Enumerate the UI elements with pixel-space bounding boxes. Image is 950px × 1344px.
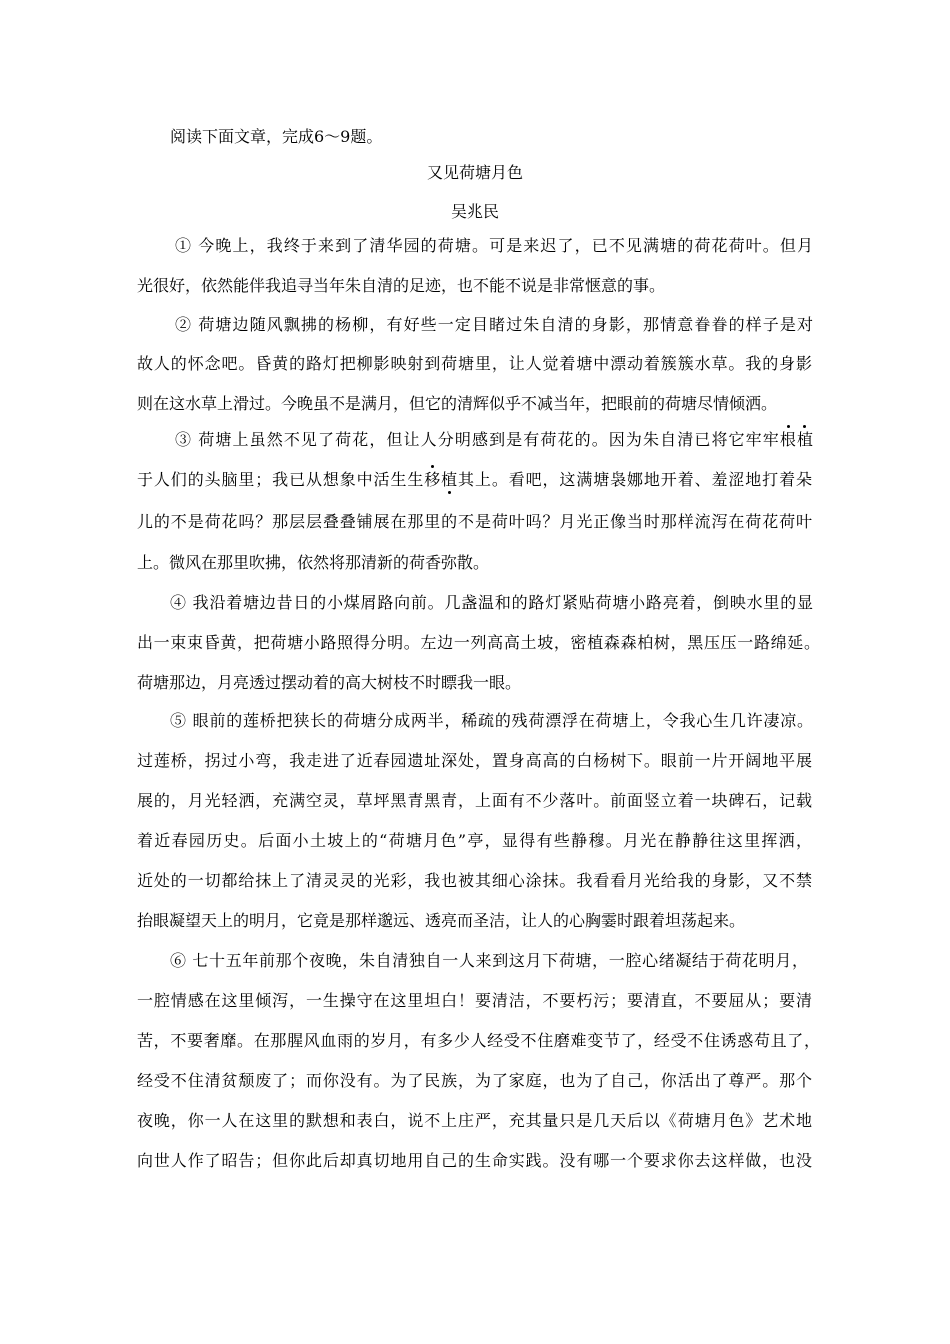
paragraph-2-line-2: 故人的怀念吧。昏黄的路灯把柳影映射到荷塘里，让人觉着塘中漂动着簇簇水草。我的身影 [137,354,812,373]
emphasis-char-gen: 根 [779,430,797,449]
paragraph-3-line-1-text: ③ 荷塘上虽然不见了荷花，但让人分明感到是有荷花的。因为朱自清已将它牢牢 [175,430,780,449]
article-author: 吴兆民 [450,202,499,221]
paragraph-6-line-5: 夜晚，你一人在这里的默想和表白，说不上庄严，充其量只是几天后以《荷塘月色》艺术地 [137,1111,812,1130]
paragraph-3-line-2 [137,470,812,490]
emphasis-char-zhi-2: 植 [441,470,459,489]
paragraph-1-line-2: 光很好，依然能伴我追寻当年朱自清的足迹，也不能不说是非常惬意的事。 [137,276,666,295]
paragraph-6-line-2: 一腔情感在这里倾泻，一生操守在这里坦白！要清洁，不要朽污；要清直，不要屈从；要清 [137,991,812,1010]
article-title: 又见荷塘月色 [426,163,523,182]
paragraph-5-line-6: 抬眼凝望天上的明月，它竟是那样邈远、透亮而圣洁，让人的心胸霎时跟着坦荡起来。 [137,911,746,930]
emphasis-char-yi: 移 [424,470,442,489]
paragraph-5-line-2: 过莲桥，拐过小弯，我走进了近春园遗址深处，置身高高的白杨树下。眼前一片开阔地平展 [137,751,812,770]
paragraph-3-line-2-text-a: 于人们的头脑里；我已从想象中活生生 [137,470,425,489]
paragraph-3-line-4: 上。微风在那里吹拂，依然将那清新的荷香弥散。 [137,553,490,572]
paragraph-2-line-3: 则在这水草上滑过。今晚虽不是满月，但它的清辉似乎不减当年，把眼前的荷塘尽情倾洒。 [137,394,778,413]
paragraph-2-line-1: ② 荷塘边随风飘拂的杨柳，有好些一定目睹过朱自清的身影，那情意眷眷的样子是对 [175,315,813,334]
paragraph-6-line-1: ⑥ 七十五年前那个夜晚，朱自清独自一人来到这月下荷塘，一腔心绪凝结于荷花明月， [170,951,808,970]
paragraph-6-line-6: 向世人作了昭告；但你此后却真切地用自己的生命实践。没有哪一个要求你去这样做，也没 [137,1151,812,1170]
paragraph-3-line-1 [175,430,813,450]
paragraph-3-line-3: 儿的不是荷花吗？那层层叠叠铺展在那里的不是荷叶吗？月光正像当时那样流泻在荷花荷叶 [137,512,812,531]
reading-instruction: 阅读下面文章，完成6～9题。 [170,127,383,146]
paragraph-5-line-5: 近处的一切都给抹上了清灵灵的光彩，我也被其细心涂抹。我看看月光给我的身影，又不禁 [137,871,812,890]
paragraph-1-line-1: ① 今晚上，我终于来到了清华园的荷塘。可是来迟了，已不见满塘的荷花荷叶。但月 [175,236,813,255]
paragraph-5-line-3: 展的，月光轻洒，充满空灵，草坪黑青黑青，上面有不少落叶。前面竖立着一块碑石，记载 [137,791,812,810]
paragraph-4-line-3: 荷塘那边，月亮透过摆动着的高大树枝不时瞟我一眼。 [137,673,522,692]
paragraph-4-line-1: ④ 我沿着塘边昔日的小煤屑路向前。几盏温和的路灯紧贴荷塘小路亮着，倒映水里的显 [170,593,813,612]
paragraph-6-line-3: 苦，不要奢靡。在那腥风血雨的岁月，有多少人经受不住磨难变节了，经受不住诱惑苟且了， [137,1031,820,1050]
paragraph-5-line-4: 着近春园历史。后面小土坡上的“荷塘月色”亭，显得有些静穆。月光在静静往这里挥洒， [137,831,812,850]
paragraph-3-line-2-text-b: 其上。看吧，这满塘袅娜地开着、羞涩地打着朵 [458,470,812,489]
paragraph-4-line-2: 出一束束昏黄，把荷塘小路照得分明。左边一列高高土坡，密植森森柏树，黑压压一路绵延。 [137,633,820,652]
paragraph-5-line-1: ⑤ 眼前的莲桥把狭长的荷塘分成两半，稀疏的残荷漂浮在荷塘上，令我心生几许凄凉。 [170,711,813,730]
paragraph-6-line-4: 经受不住清贫颓废了；而你没有。为了民族，为了家庭，也为了自己，你活出了尊严。那个 [137,1071,812,1090]
emphasis-char-zhi-1: 植 [796,430,813,449]
